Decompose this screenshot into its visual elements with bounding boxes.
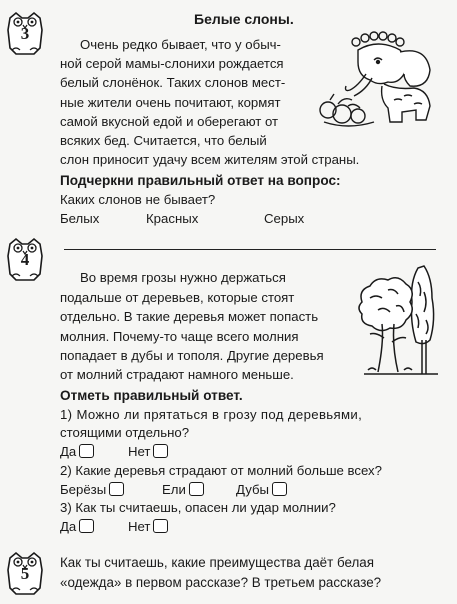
task-4-text-line: от молний страдают намного меньше. <box>60 367 294 382</box>
q2-answer-spruce[interactable] <box>162 481 204 499</box>
tree-icon <box>354 262 442 378</box>
option-label: Нет <box>128 519 151 534</box>
tree-illustration <box>354 262 442 378</box>
answer-option-white[interactable]: Белых <box>60 211 100 226</box>
task-3-instruction: Подчеркни правильный ответ на вопрос: <box>60 173 341 188</box>
option-label: Ели <box>162 482 186 497</box>
task-5-text-line: Как ты считаешь, какие преимущества даёт белая <box>60 555 374 570</box>
task-3-text-line: всяких бед. Считается, что белый <box>60 133 267 148</box>
q1-answer-no[interactable] <box>128 443 168 461</box>
task-4-question-1: 1) Можно ли прятаться в грозу под деревьями, <box>60 407 363 422</box>
task-4-text-line: попадает в дубы и тополя. Другие деревья <box>60 348 324 363</box>
option-label: Дубы <box>236 482 269 497</box>
q3-answer-no[interactable] <box>128 518 168 536</box>
q1-answer-yes[interactable] <box>60 443 94 461</box>
divider-line <box>64 249 436 250</box>
task-number: 5 <box>20 564 30 583</box>
task-4-text-line: Во время грозы нужно держаться <box>80 270 286 285</box>
task-4-text-line: отдельно. В такие деревья может попасть <box>60 309 319 324</box>
task-4-text-line: подальше от деревьев, которые стоят <box>60 290 295 305</box>
owl-icon-task-4 <box>4 236 46 282</box>
task-3-title: Белые слоны. <box>194 11 294 27</box>
checkbox[interactable] <box>153 519 168 533</box>
option-label: Да <box>60 444 77 459</box>
task-3-text-line: слон приносит удачу всем жителям этой страны. <box>60 152 360 167</box>
task-3-text-line: ные жители очень почитают, кормят <box>60 95 281 110</box>
checkbox[interactable] <box>79 444 94 458</box>
task-number: 4 <box>20 250 30 269</box>
task-3-text-line: белый слонёнок. Таких слонов мест- <box>60 75 286 90</box>
option-label: Да <box>60 519 77 534</box>
task-4-instruction: Отметь правильный ответ. <box>60 388 243 403</box>
option-label: Нет <box>128 444 151 459</box>
checkbox[interactable] <box>79 519 94 533</box>
task-number: 3 <box>20 24 30 43</box>
checkbox[interactable] <box>153 444 168 458</box>
q3-answer-yes[interactable] <box>60 518 94 536</box>
task-3-text-line: ной серой мамы-слонихи рождается <box>60 56 284 71</box>
task-3-question: Каких слонов не бывает? <box>60 192 216 207</box>
task-4-question-2: 2) Какие деревья страдают от молний больше всех? <box>60 463 382 478</box>
q2-answer-birch[interactable] <box>60 481 124 499</box>
owl-icon-task-3 <box>4 10 46 56</box>
task-3-text-line: самой вкусной едой и оберегают от <box>60 114 279 129</box>
checkbox[interactable] <box>272 482 287 496</box>
elephant-icon <box>318 30 438 130</box>
task-3-text-line: Очень редко бывает, что у обыч- <box>80 37 281 52</box>
checkbox[interactable] <box>189 482 204 496</box>
task-4-question-3: 3) Как ты считаешь, опасен ли удар молнии? <box>60 500 336 515</box>
task-4-question-1-cont: стоящими отдельно? <box>60 425 190 440</box>
task-5-text-line: «одежда» в первом рассказе? В третьем рассказе? <box>60 575 382 590</box>
option-label: Берёзы <box>60 482 107 497</box>
task-4-text-line: молния. Почему-то чаще всего молния <box>60 329 299 344</box>
answer-option-grey[interactable]: Серых <box>264 211 305 226</box>
answer-option-red[interactable]: Красных <box>146 211 199 226</box>
elephant-illustration <box>318 30 438 130</box>
checkbox[interactable] <box>109 482 124 496</box>
q2-answer-oak[interactable] <box>236 481 287 499</box>
owl-icon-task-5 <box>4 550 46 596</box>
